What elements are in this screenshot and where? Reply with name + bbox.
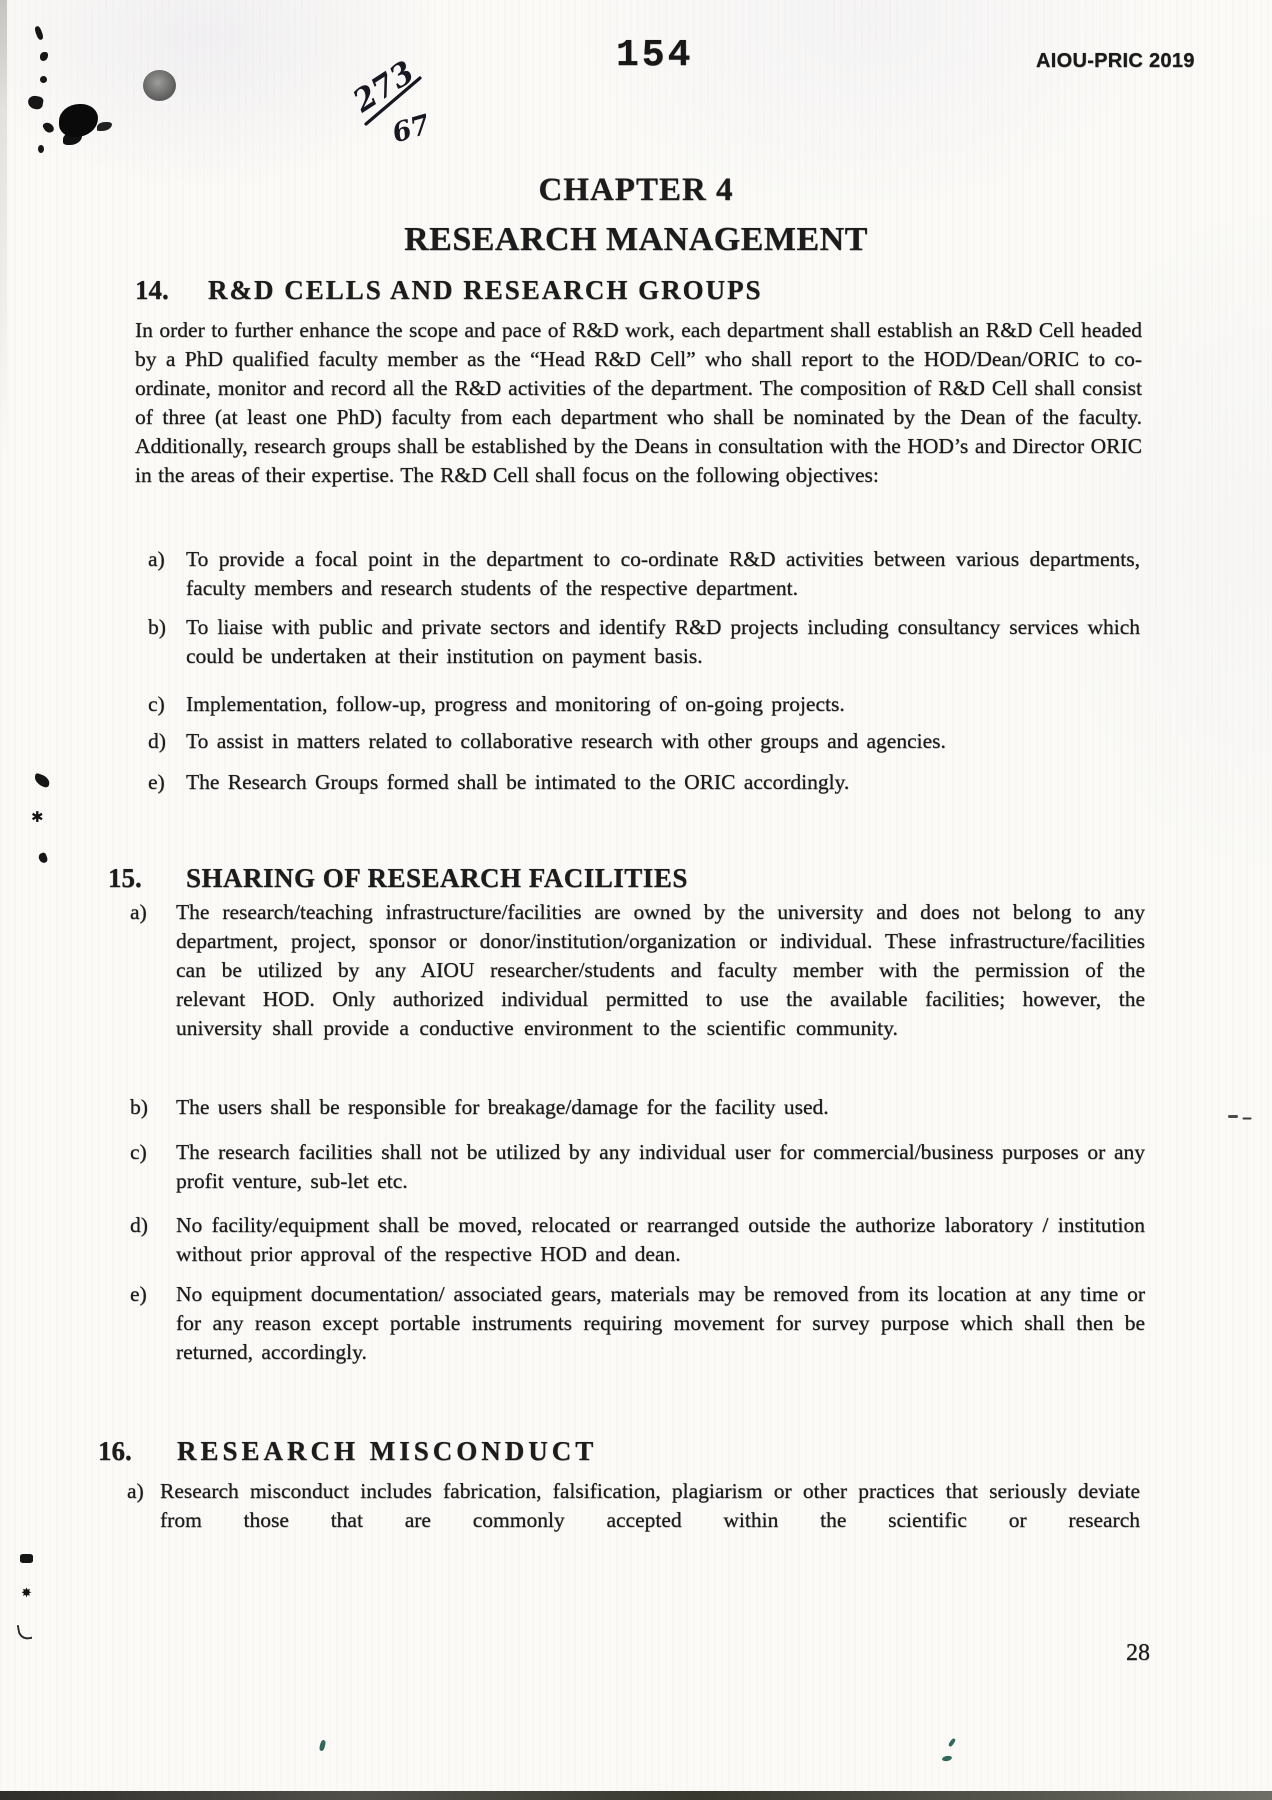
footer-page-number: 28	[1126, 1640, 1150, 1666]
list-item-text: The research/teaching infrastructure/facilities are owned by the university and does not belong to any department, project, sponsor or donor/institution/organization or individual. These infrastructure/facilities can be utilized by any AIOU researcher/students and faculty member with the permission of the relevant HOD. Only authorized individual permitted to use the available facilities; however, the university shall provide a conductive environment to the scientific community.	[176, 900, 1145, 1040]
list-item-text: Research misconduct includes fabrication, falsification, plagiarism or other practices that seriously deviate from those that are commonly accepted within the scientific or research	[160, 1479, 1140, 1532]
list-marker: a)	[148, 547, 165, 571]
margin-speck	[42, 120, 55, 134]
list-item	[148, 768, 1140, 797]
list-item-text: To assist in matters related to collaborative research with other groups and agencies.	[186, 729, 946, 753]
list-marker: c)	[130, 1140, 147, 1164]
margin-speck	[40, 52, 48, 61]
scan-bottom-edge	[0, 1791, 1272, 1800]
list-item-text: The Research Groups formed shall be intimated to the ORIC accordingly.	[186, 770, 850, 794]
section-title: SHARING OF RESEARCH FACILITIES	[186, 863, 688, 893]
margin-speck	[40, 76, 47, 83]
list-marker: e)	[130, 1282, 147, 1306]
document-code: AIOU-PRIC 2019	[1036, 50, 1195, 72]
section-number: 14.	[135, 275, 169, 305]
margin-ink-mark	[33, 773, 52, 788]
chapter-title: RESEARCH MANAGEMENT	[404, 221, 868, 258]
list-item	[130, 898, 1145, 1043]
list-item-text: No equipment documentation/ associated gears, materials may be removed from its location at any time or for any reason except portable instruments requiring movement for survey purpose which shall then be returned, accordingly.	[176, 1282, 1145, 1364]
green-stain	[948, 1738, 956, 1748]
green-stain	[319, 1740, 327, 1752]
list-item	[148, 727, 1140, 756]
section-title: RESEARCH MISCONDUCT	[177, 1436, 598, 1466]
list-item	[130, 1280, 1145, 1367]
list-item-text: To liaise with public and private sectors and identify R&D projects including consultancy services which could be undertaken at their institution on payment basis.	[186, 615, 1140, 668]
list-item	[130, 1093, 1145, 1122]
list-marker: c)	[148, 692, 165, 716]
handwritten-denominator: 67	[388, 109, 434, 150]
hole-punch-mark	[143, 70, 176, 101]
list-item	[148, 545, 1140, 603]
margin-speck	[38, 852, 49, 864]
margin-asterisk-mark: ✱	[31, 808, 44, 826]
margin-curl-mark	[17, 1623, 33, 1641]
list-item-text: The users shall be responsible for breakage/damage for the facility used.	[176, 1095, 829, 1119]
section-number: 15.	[108, 863, 142, 893]
list-marker: d)	[130, 1213, 148, 1237]
section-14-intro: In order to further enhance the scope and pace of R&D work, each department shall establish an R&D Cell headed by a PhD qualified faculty member as the “Head R&D Cell” who shall report to the HOD/Dean/ORIC to co-ordinate, monitor and record all the R&D activities of the department. The composition of R&D Cell shall consist of three (at least one PhD) faculty from each department who shall be nominated by the Dean of the faculty. Additionally, research groups shall be established by the Deans in consultation with the HOD’s and Director ORIC in the areas of their expertise. The R&D Cell shall focus on the following objectives:	[135, 318, 1142, 487]
ink-blot-mark	[59, 104, 98, 137]
list-marker: a)	[127, 1479, 144, 1503]
section-16-heading	[98, 1436, 597, 1467]
green-stain	[942, 1755, 953, 1762]
margin-asterisk-mark: ✸	[21, 1586, 32, 1601]
list-item	[130, 1211, 1145, 1269]
printed-page-number: 154	[616, 34, 694, 77]
handwritten-numerator: 273	[346, 54, 421, 120]
chapter-heading: CHAPTER 4	[538, 172, 734, 208]
list-item	[127, 1477, 1140, 1535]
section-15-heading	[108, 863, 688, 894]
list-item-text: No facility/equipment shall be moved, relocated or rearranged outside the authorize laboratory / institution without prior approval of the respective HOD and dean.	[176, 1213, 1145, 1266]
list-marker: a)	[130, 900, 147, 924]
list-item-text: The research facilities shall not be utilized by any individual user for commercial/business purposes or any profit venture, sub-let etc.	[176, 1140, 1145, 1193]
section-title: R&D CELLS AND RESEARCH GROUPS	[208, 275, 763, 305]
margin-dash-mark	[1228, 1115, 1238, 1118]
scan-left-edge-shade	[0, 0, 7, 1800]
list-marker: b)	[130, 1095, 148, 1119]
list-item	[148, 613, 1140, 671]
list-marker: b)	[148, 615, 166, 639]
list-item-text: Implementation, follow-up, progress and monitoring of on-going projects.	[186, 692, 845, 716]
section-14-heading	[135, 275, 763, 306]
margin-ink-mark	[20, 1554, 33, 1563]
list-item-text: To provide a focal point in the department to co-ordinate R&D activities between various departments, faculty members and research students of the respective department.	[186, 547, 1140, 600]
margin-speck	[34, 25, 44, 40]
margin-speck	[27, 95, 44, 110]
section-number: 16.	[98, 1436, 132, 1466]
list-item	[148, 690, 1140, 719]
list-marker: e)	[148, 770, 165, 794]
handwritten-fraction	[336, 48, 470, 152]
list-marker: d)	[148, 729, 166, 753]
list-item	[130, 1138, 1145, 1196]
margin-speck	[38, 145, 44, 153]
